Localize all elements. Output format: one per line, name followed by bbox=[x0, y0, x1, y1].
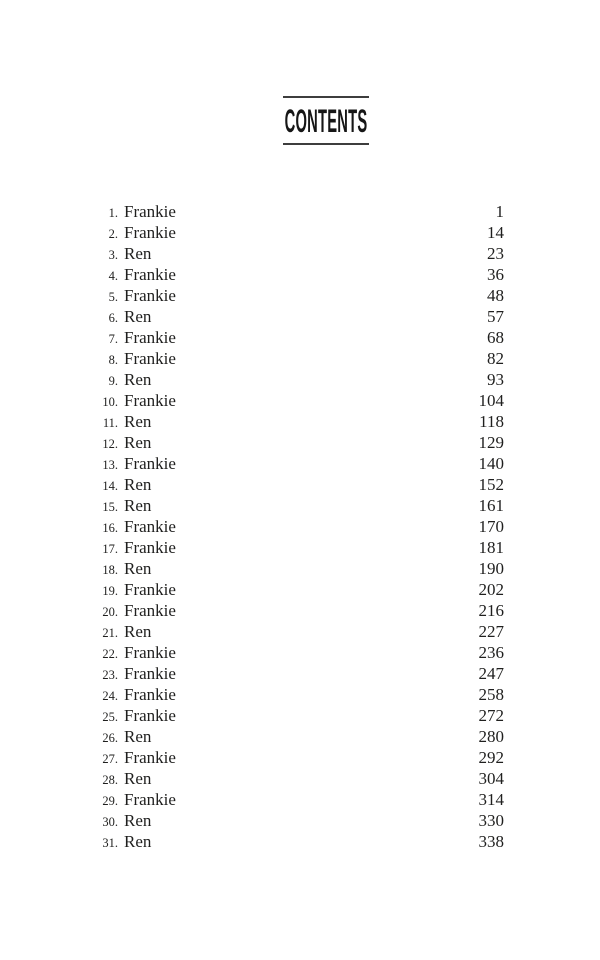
chapter-number: 4. bbox=[108, 269, 118, 283]
page-number: 118 bbox=[479, 412, 504, 431]
page-number: 104 bbox=[478, 391, 504, 410]
chapter-title: Frankie bbox=[124, 664, 176, 683]
title-rule-top bbox=[283, 96, 369, 98]
chapter-number: 7. bbox=[108, 332, 118, 346]
chapter-title: Frankie bbox=[124, 601, 176, 620]
chapter-title: Frankie bbox=[124, 706, 176, 725]
chapter-title: Frankie bbox=[124, 643, 176, 662]
page-number: 23 bbox=[487, 244, 504, 263]
chapter-number: 26. bbox=[102, 731, 118, 745]
page-number: 68 bbox=[487, 328, 504, 347]
chapter-number: 24. bbox=[102, 689, 118, 703]
toc-entry bbox=[96, 684, 504, 705]
toc-entry bbox=[96, 621, 504, 642]
chapter-title: Frankie bbox=[124, 391, 176, 410]
page-number: 280 bbox=[478, 727, 504, 746]
chapter-number: 27. bbox=[102, 752, 118, 766]
page-number: 304 bbox=[478, 769, 504, 788]
chapter-title: Ren bbox=[124, 412, 152, 431]
toc-entry bbox=[96, 642, 504, 663]
page-number: 170 bbox=[478, 517, 504, 536]
chapter-number: 16. bbox=[102, 521, 118, 535]
toc-entry bbox=[96, 537, 504, 558]
toc-entry bbox=[96, 369, 504, 390]
chapter-title: Ren bbox=[124, 475, 152, 494]
contents-title-block bbox=[283, 96, 369, 145]
page-number: 1 bbox=[495, 202, 504, 221]
toc-entry bbox=[96, 432, 504, 453]
chapter-title: Ren bbox=[124, 433, 152, 452]
toc-entry bbox=[96, 558, 504, 579]
page-number: 247 bbox=[478, 664, 504, 683]
chapter-title: Frankie bbox=[124, 538, 176, 557]
chapter-number: 19. bbox=[102, 584, 118, 598]
toc-entry bbox=[96, 222, 504, 243]
toc-entry bbox=[96, 768, 504, 789]
page-number: 152 bbox=[478, 475, 504, 494]
chapter-number: 21. bbox=[102, 626, 118, 640]
chapter-title: Frankie bbox=[124, 517, 176, 536]
chapter-title: Ren bbox=[124, 244, 152, 263]
chapter-title: Ren bbox=[124, 307, 152, 326]
toc-entry bbox=[96, 243, 504, 264]
chapter-title: Frankie bbox=[124, 223, 176, 242]
page-number: 93 bbox=[487, 370, 504, 389]
toc-entry bbox=[96, 474, 504, 495]
chapter-title: Frankie bbox=[124, 790, 176, 809]
chapter-number: 20. bbox=[102, 605, 118, 619]
page-number: 140 bbox=[478, 454, 504, 473]
chapter-number: 22. bbox=[102, 647, 118, 661]
chapter-number: 18. bbox=[102, 563, 118, 577]
page-number: 202 bbox=[478, 580, 504, 599]
chapter-title: Ren bbox=[124, 496, 152, 515]
page-number: 227 bbox=[478, 622, 504, 641]
chapter-number: 14. bbox=[102, 479, 118, 493]
toc-entry bbox=[96, 453, 504, 474]
chapter-number: 23. bbox=[102, 668, 118, 682]
page-number: 129 bbox=[478, 433, 504, 452]
chapter-number: 31. bbox=[102, 836, 118, 850]
toc-entry bbox=[96, 516, 504, 537]
chapter-title: Ren bbox=[124, 769, 152, 788]
toc-entry bbox=[96, 348, 504, 369]
page-number: 82 bbox=[487, 349, 504, 368]
chapter-title: Frankie bbox=[124, 265, 176, 284]
chapter-title: Ren bbox=[124, 370, 152, 389]
chapter-title: Ren bbox=[124, 559, 152, 578]
chapter-number: 11. bbox=[102, 416, 118, 430]
toc-entry bbox=[96, 810, 504, 831]
chapter-title: Ren bbox=[124, 727, 152, 746]
toc-list bbox=[96, 201, 504, 852]
toc-entry bbox=[96, 747, 504, 768]
chapter-title: Frankie bbox=[124, 202, 176, 221]
chapter-number: 3. bbox=[108, 248, 118, 262]
page-number: 190 bbox=[478, 559, 504, 578]
toc-entry bbox=[96, 600, 504, 621]
chapter-number: 12. bbox=[102, 437, 118, 451]
chapter-title: Frankie bbox=[124, 349, 176, 368]
chapter-title: Ren bbox=[124, 622, 152, 641]
chapter-number: 29. bbox=[102, 794, 118, 808]
page-title: CONTENTS bbox=[284, 103, 368, 139]
page-number: 48 bbox=[487, 286, 504, 305]
chapter-number: 25. bbox=[102, 710, 118, 724]
page-number: 216 bbox=[478, 601, 504, 620]
toc-entry bbox=[96, 285, 504, 306]
page-number: 314 bbox=[478, 790, 504, 809]
page-number: 330 bbox=[478, 811, 504, 830]
chapter-title: Frankie bbox=[124, 286, 176, 305]
chapter-number: 13. bbox=[102, 458, 118, 472]
toc-entry bbox=[96, 831, 504, 852]
toc-entry bbox=[96, 579, 504, 600]
toc-entry bbox=[96, 201, 504, 222]
chapter-title: Frankie bbox=[124, 580, 176, 599]
page-number: 36 bbox=[487, 265, 504, 284]
toc-entry bbox=[96, 495, 504, 516]
toc-entry bbox=[96, 789, 504, 810]
chapter-number: 8. bbox=[108, 353, 118, 367]
toc-entry bbox=[96, 726, 504, 747]
title-rule-bottom bbox=[283, 143, 369, 145]
chapter-number: 28. bbox=[102, 773, 118, 787]
chapter-title: Frankie bbox=[124, 454, 176, 473]
chapter-title: Ren bbox=[124, 832, 152, 851]
chapter-number: 15. bbox=[102, 500, 118, 514]
chapter-number: 1. bbox=[108, 206, 118, 220]
chapter-title: Ren bbox=[124, 811, 152, 830]
chapter-number: 2. bbox=[108, 227, 118, 241]
toc-entry bbox=[96, 411, 504, 432]
chapter-number: 10. bbox=[102, 395, 118, 409]
page-number: 236 bbox=[478, 643, 504, 662]
toc-entry bbox=[96, 327, 504, 348]
toc-entry bbox=[96, 663, 504, 684]
toc-entry bbox=[96, 390, 504, 411]
chapter-title: Frankie bbox=[124, 748, 176, 767]
chapter-number: 9. bbox=[108, 374, 118, 388]
page-number: 338 bbox=[478, 832, 504, 851]
chapter-title: Frankie bbox=[124, 328, 176, 347]
page-number: 272 bbox=[478, 706, 504, 725]
page-number: 161 bbox=[478, 496, 504, 515]
page-number: 57 bbox=[487, 307, 504, 326]
page-number: 14 bbox=[487, 223, 504, 242]
page-number: 181 bbox=[478, 538, 504, 557]
toc-entry bbox=[96, 705, 504, 726]
page-number: 258 bbox=[478, 685, 504, 704]
toc-entry bbox=[96, 264, 504, 285]
chapter-title: Frankie bbox=[124, 685, 176, 704]
chapter-number: 5. bbox=[108, 290, 118, 304]
page-number: 292 bbox=[478, 748, 504, 767]
chapter-number: 17. bbox=[102, 542, 118, 556]
toc-entry bbox=[96, 306, 504, 327]
chapter-number: 30. bbox=[102, 815, 118, 829]
chapter-number: 6. bbox=[108, 311, 118, 325]
